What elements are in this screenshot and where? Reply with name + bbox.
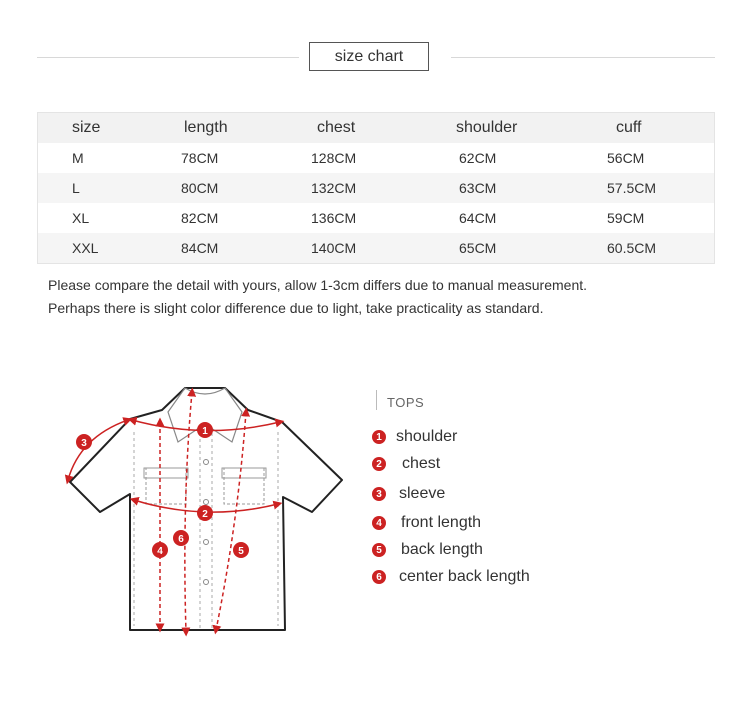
table-cell: 56CM: [607, 150, 645, 166]
legend-number-6: 6: [372, 570, 386, 584]
marker-3-label: 3: [81, 438, 87, 449]
table-header-row: [38, 113, 714, 143]
table-row: [38, 203, 714, 233]
shirt-diagram: [60, 382, 350, 642]
marker-4-label: 4: [157, 546, 163, 557]
legend-label: chest: [402, 455, 441, 472]
table-cell: 82CM: [181, 210, 219, 226]
legend-label: front length: [401, 514, 482, 531]
title-rule-left: [37, 57, 299, 58]
marker-5-label: 5: [238, 546, 244, 557]
table-row: [38, 143, 714, 173]
title-rule-right: [451, 57, 715, 58]
legend-item-shoulder: [372, 428, 457, 446]
table-cell: L: [72, 180, 80, 196]
table-cell: 64CM: [459, 210, 497, 226]
marker-3: [76, 434, 92, 450]
legend-number-2: 2: [372, 457, 386, 471]
table-cell: 63CM: [459, 180, 497, 196]
table-cell: 136CM: [311, 210, 357, 226]
legend-label: center back length: [399, 568, 530, 585]
marker-1: [197, 422, 213, 438]
size-table: [37, 112, 715, 264]
legend-item-back-length: [372, 541, 483, 559]
column-header-shoulder: shoulder: [456, 119, 518, 136]
marker-2-label: 2: [202, 509, 208, 520]
table-cell: XXL: [72, 240, 99, 256]
legend-number-1: 1: [372, 430, 386, 444]
legend-number-4: 4: [372, 516, 386, 530]
legend-item-center-back-length: [372, 568, 530, 586]
note-measurement: Please compare the detail with yours, allow 1-3cm differs due to manual measurement.: [48, 277, 588, 293]
table-cell: 57.5CM: [607, 180, 657, 196]
legend-label: back length: [401, 541, 483, 558]
marker-6: [173, 530, 189, 546]
table-cell: 59CM: [607, 210, 645, 226]
table-cell: 132CM: [311, 180, 357, 196]
table-cell: 65CM: [459, 240, 497, 256]
table-cell: 84CM: [181, 240, 219, 256]
legend-number-3: 3: [372, 487, 386, 501]
legend-item-sleeve: [372, 485, 445, 503]
table-cell: 60.5CM: [607, 240, 657, 256]
marker-4: [152, 542, 168, 558]
column-header-chest: chest: [317, 119, 356, 136]
size-chart-title: [309, 42, 429, 71]
table-cell: 78CM: [181, 150, 219, 166]
marker-1-label: 1: [202, 426, 208, 437]
legend-number-5: 5: [372, 543, 386, 557]
size-chart-title-text: size chart: [334, 47, 404, 65]
marker-5: [233, 542, 249, 558]
table-cell: XL: [72, 210, 90, 226]
marker-2: [197, 505, 213, 521]
column-header-cuff: cuff: [616, 119, 642, 136]
column-header-length: length: [184, 119, 228, 136]
table-cell: 128CM: [311, 150, 357, 166]
tops-label: TOPS: [376, 390, 424, 410]
legend-item-front-length: [372, 514, 481, 532]
legend-label: shoulder: [396, 428, 458, 445]
table-row: [38, 173, 714, 203]
table-cell: M: [72, 150, 84, 166]
note-color: Perhaps there is slight color difference due to light, take practicality as standard.: [48, 300, 544, 316]
column-header-size: size: [72, 119, 101, 136]
marker-6-label: 6: [178, 534, 184, 545]
table-cell: 140CM: [311, 240, 357, 256]
table-cell: 80CM: [181, 180, 219, 196]
table-row: [38, 233, 714, 263]
table-cell: 62CM: [459, 150, 497, 166]
legend-label: sleeve: [399, 485, 446, 502]
legend-item-chest: [372, 455, 440, 473]
